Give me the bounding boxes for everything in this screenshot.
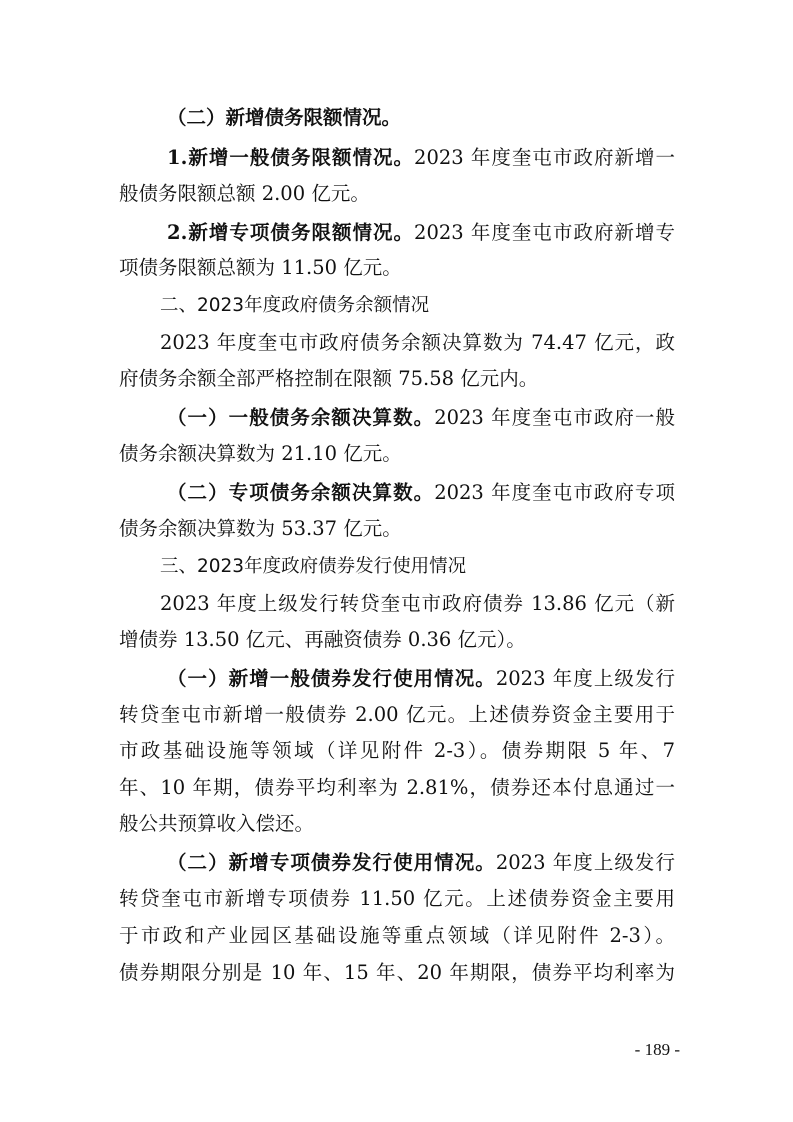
paragraph-special-debt-limit-line-1: 2.新增专项债务限额情况。2023 年度奎屯市政府新增专 (167, 221, 675, 244)
paragraph-special-bond-line-2: 转贷奎屯市新增专项债券 11.50 亿元。上述债券资金主要用 (119, 887, 675, 910)
page-number: - 189 - (634, 1040, 680, 1059)
special-balance-title: （二）专项债务余额决算数。 (167, 481, 435, 504)
paragraph-bond-issuance-line-2: 增债券 13.50 亿元、再融资债券 0.36 亿元）。 (119, 628, 526, 651)
paragraph-special-balance-line-1: （二）专项债务余额决算数。2023 年度奎屯市政府专项 (167, 481, 675, 504)
paragraph-general-bond-line-4: 年、10 年期，债券平均利率为 2.81%，债券还本付息通过一 (119, 776, 675, 799)
paragraph-special-bond-line-1: （二）新增专项债券发行使用情况。2023 年度上级发行 (167, 851, 675, 874)
paragraph-special-bond-line-3: 于市政和产业园区基础设施等重点领域（详见附件 2-3）。 (119, 924, 675, 947)
paragraph-bond-issuance-line-1: 2023 年度上级发行转贷奎屯市政府债券 13.86 亿元（新 (160, 592, 675, 615)
general-debt-limit-title: 1.新增一般债务限额情况。 (167, 146, 415, 169)
paragraph-general-balance-line-2: 债务余额决算数为 21.10 亿元。 (119, 442, 402, 465)
paragraph-general-balance-line-1: （一）一般债务余额决算数。2023 年度奎屯市政府一般 (167, 406, 675, 429)
paragraph-special-debt-limit-line-2: 项债务限额总额为 11.50 亿元。 (119, 256, 402, 279)
section-heading-bond-issuance: 三、2023年度政府债券发行使用情况 (160, 556, 467, 577)
section-heading-new-debt-limit: （二）新增债务限额情况。 (167, 106, 402, 129)
paragraph-debt-balance-line-1: 2023 年度奎屯市政府债务余额决算数为 74.47 亿元，政 (160, 331, 675, 354)
paragraph-general-debt-limit-line-1: 1.新增一般债务限额情况。2023 年度奎屯市政府新增一 (167, 146, 675, 169)
paragraph-debt-balance-line-2: 府债务余额全部严格控制在限额 75.58 亿元内。 (119, 367, 539, 390)
special-debt-limit-title: 2.新增专项债务限额情况。 (167, 221, 415, 244)
paragraph-special-balance-line-2: 债务余额决算数为 53.37 亿元。 (119, 517, 402, 540)
paragraph-general-debt-limit-line-2: 般债务限额总额 2.00 亿元。 (119, 182, 370, 205)
paragraph-general-bond-line-3: 市政基础设施等领域（详见附件 2-3）。债券期限 5 年、7 (119, 739, 675, 762)
paragraph-general-bond-line-5: 般公共预算收入偿还。 (119, 812, 315, 835)
general-balance-title: （一）一般债务余额决算数。 (167, 406, 435, 429)
paragraph-special-bond-line-4: 债券期限分别是 10 年、15 年、20 年期限，债券平均利率为 (119, 961, 675, 984)
paragraph-general-bond-line-2: 转贷奎屯市新增一般债券 2.00 亿元。上述债券资金主要用于 (119, 703, 675, 726)
paragraph-general-bond-line-1: （一）新增一般债券发行使用情况。2023 年度上级发行 (167, 667, 675, 690)
general-bond-title: （一）新增一般债券发行使用情况。 (167, 667, 496, 690)
special-bond-title: （二）新增专项债券发行使用情况。 (167, 851, 496, 874)
section-heading-debt-balance: 二、2023年度政府债务余额情况 (160, 295, 430, 316)
